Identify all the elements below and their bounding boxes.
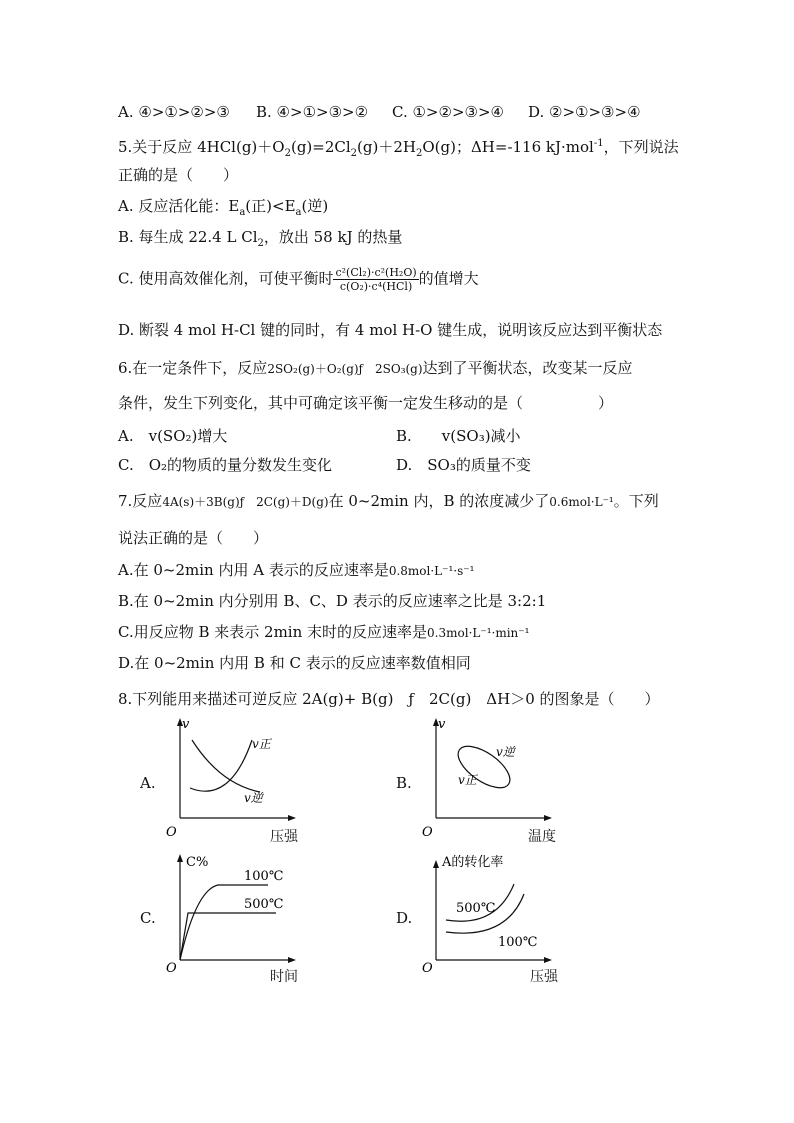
q8-stem: 8.下列能用来描述可逆反应 2A(g)+ B(g) ƒ 2C(g) ΔH＞0 的图象是（ ） [118, 690, 660, 708]
graph-b-curve1-label: v逆 [496, 745, 515, 759]
graph-c-xlabel: 时间 [270, 969, 298, 985]
graph-a-label: A. [140, 774, 156, 792]
q5-option-a: A. 反应活化能：$E_a$(正)$<E_a$(逆) [118, 197, 329, 218]
q5-stem-line2: 正确的是（ ） [118, 166, 239, 184]
q5-stem: 5.关于反应 $4HCl(g)+O_2(g)=2Cl_2(g)+2H_2O(g)$；ΔH=-116 kJ·mol$^{-1}$，下列说法 [118, 138, 679, 159]
graph-b-label: B. [396, 774, 412, 792]
graph-a-origin: O [166, 825, 177, 840]
q4-option-c: C. ①>②>③>④ [392, 103, 504, 121]
graph-d-label: D. [396, 909, 413, 927]
graph-c-curve1-label: 100℃ [244, 869, 284, 884]
q5-option-d: D. 断裂 4 mol H-Cl 键的同时，有 4 mol H-O 键生成，说明该反应达到平衡状态 [118, 321, 663, 339]
graph-d [416, 850, 566, 980]
q5-option-b: B. 每生成 22.4 L $Cl_2$，放出 58 kJ 的热量 [118, 228, 403, 249]
graph-c [160, 850, 310, 980]
graph-a-curve-forward [190, 740, 252, 791]
graph-a-xlabel: 压强 [270, 829, 298, 845]
graph-d-curve2-label: 100℃ [498, 935, 538, 950]
graph-c-y-arrow [177, 854, 183, 862]
graph-c-origin: O [166, 961, 177, 976]
q4-option-a: A. ④>①>②>③ [118, 103, 230, 121]
graph-b-origin: O [422, 825, 433, 840]
q7-option-d: D.在 0~2min 内用 B 和 C 表示的反应速率数值相同 [118, 654, 471, 672]
graph-c-curve-500 [180, 913, 276, 960]
q6-option-a: A. v(SO₂)增大 [118, 427, 228, 445]
graph-a-x-arrow [288, 815, 296, 821]
q6-stem: 6.在一定条件下，反应2SO₂(g)＋O₂(g)ƒ 2SO₃(g)达到了平衡状态，改变某一反应 [118, 359, 633, 377]
graph-d-x-arrow [544, 957, 552, 963]
graph-d-y-arrow [433, 860, 439, 868]
graph-b-curve2-label: v正 [458, 773, 477, 787]
q4-option-d: D. ②>①>③>④ [528, 103, 641, 121]
graph-c-ylabel: C% [186, 855, 209, 870]
graph-a-curve2-label: v逆 [244, 791, 263, 805]
q7-stem: 7.反应4A(s)＋3B(g)ƒ 2C(g)＋D(g)在 0~2min 内，B 的浓度减少了0.6mol·L⁻¹。下列 [118, 492, 659, 510]
q6-option-c: C. O₂的物质的量分数发生变化 [118, 456, 333, 474]
graph-d-origin: O [422, 961, 433, 976]
graph-b [416, 714, 566, 844]
q7-option-a: A.在 0~2min 内用 A 表示的反应速率是0.8mol·L⁻¹·s⁻¹ [118, 561, 475, 579]
graph-a [160, 714, 310, 844]
q7-stem-line2: 说法正确的是（ ） [118, 529, 269, 547]
graph-d-xlabel: 压强 [530, 969, 558, 985]
graph-c-curve2-label: 500℃ [244, 897, 284, 912]
equilibrium-constant-fraction: $\frac{\text{c²(Cl₂)·c²(H₂O)}}{\text{c(O₂)·c⁴(HCl)}}$ [335, 266, 417, 293]
graph-a-curve1-label: v正 [252, 737, 271, 751]
q6-stem-line2: 条件，发生下列变化，其中可确定该平衡一定发生移动的是（ ） [118, 394, 614, 412]
graph-c-label: C. [140, 909, 156, 927]
graph-b-ylabel: v [438, 717, 446, 732]
graph-d-ylabel: A的转化率 [442, 855, 504, 870]
q6-option-b: B. v(SO₃)减小 [396, 427, 521, 445]
q5-option-c: C. 使用高效催化剂，可使平衡时 $\frac{\text{c²(Cl₂)·c²(H₂O)}}{\text{c(O₂)·c⁴(HCl)}}$ 的值增大 [118, 266, 479, 293]
q4-option-b: B. ④>①>③>② [256, 103, 369, 121]
graph-b-x-arrow [544, 815, 552, 821]
graph-d-curve1-label: 500℃ [456, 901, 496, 916]
q7-option-b: B.在 0~2min 内分别用 B、C、D 表示的反应速率之比是 3:2:1 [118, 592, 547, 610]
graph-b-xlabel: 温度 [528, 829, 556, 845]
graph-c-x-arrow [288, 957, 296, 963]
q7-option-c: C.用反应物 B 来表示 2min 末时的反应速率是0.3mol·L⁻¹·min⁻¹ [118, 623, 530, 641]
graph-a-ylabel: v [182, 717, 190, 732]
q6-option-d: D. SO₃的质量不变 [396, 456, 531, 474]
